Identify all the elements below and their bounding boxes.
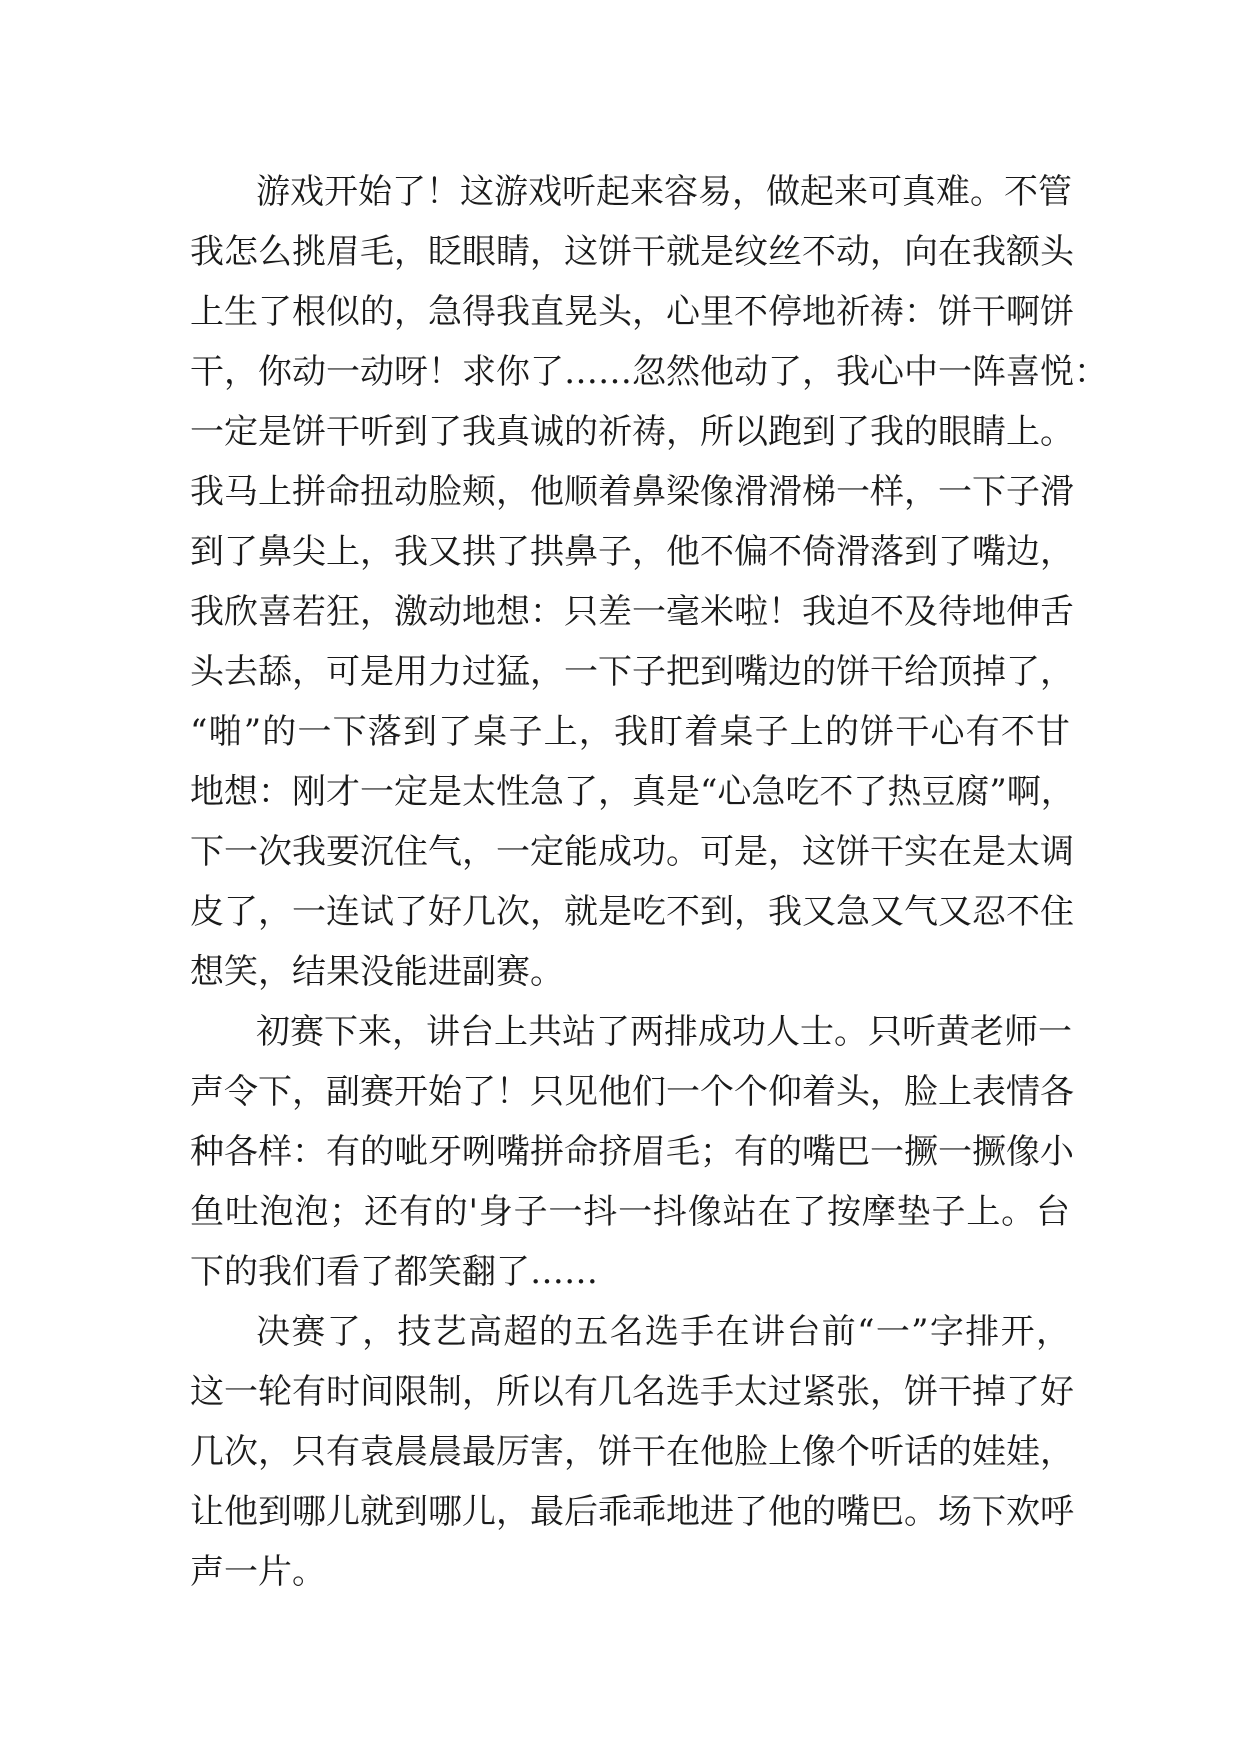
text-line: 我欣喜若狂，激动地想：只差一毫米啦！我迫不及待地伸舌 (190, 592, 1074, 632)
text-line: 这一轮有时间限制，所以有几名选手太过紧张，饼干掉了好 (190, 1372, 1074, 1412)
text-line: 地想：刚才一定是太性急了，真是“心急吃不了热豆腐”啊， (190, 772, 1075, 812)
text-line: 让他到哪儿就到哪儿，最后乖乖地进了他的嘴巴。场下欢呼 (190, 1492, 1074, 1532)
text-line: 我怎么挑眉毛，眨眼睛，这饼干就是纹丝不动，向在我额头 (190, 232, 1074, 272)
text-line: 声令下，副赛开始了！只见他们一个个仰着头，脸上表情各 (190, 1072, 1074, 1112)
text-line: 头去舔，可是用力过猛，一下子把到嘴边的饼干给顶掉了， (190, 652, 1074, 692)
text-line: 干，你动一动呀！求你了……忽然他动了，我心中一阵喜悦： (190, 352, 1108, 392)
text-line: 声一片。 (190, 1552, 326, 1592)
document-body (190, 162, 1108, 1602)
paragraph-game-start (190, 162, 1108, 1002)
text-line: 皮了，一连试了好几次，就是吃不到，我又急又气又忍不住 (190, 892, 1074, 932)
text-line: 初赛下来，讲台上共站了两排成功人士。只听黄老师一 (256, 1012, 1072, 1052)
text-line: “啪”的一下落到了桌子上，我盯着桌子上的饼干心有不甘 (190, 712, 1070, 752)
text-line: 想笑，结果没能进副赛。 (190, 952, 564, 992)
text-line: 我马上拼命扭动脸颊，他顺着鼻梁像滑滑梯一样，一下子滑 (190, 472, 1074, 512)
text-line: 一定是饼干听到了我真诚的祈祷，所以跑到了我的眼睛上。 (190, 412, 1074, 452)
text-line: 游戏开始了！这游戏听起来容易，做起来可真难。不管 (256, 172, 1072, 212)
paragraph-final (190, 1302, 1074, 1602)
text-line: 上生了根似的，急得我直晃头，心里不停地祈祷：饼干啊饼 (190, 292, 1074, 332)
text-line: 种各样：有的呲牙咧嘴拼命挤眉毛；有的嘴巴一撅一撅像小 (190, 1132, 1074, 1172)
text-line: 决赛了，技艺高超的五名选手在讲台前“一”字排开， (256, 1312, 1070, 1352)
text-line: 到了鼻尖上，我又拱了拱鼻子，他不偏不倚滑落到了嘴边， (190, 532, 1074, 572)
text-line: 几次，只有袁晨晨最厉害，饼干在他脸上像个听话的娃娃， (190, 1432, 1074, 1472)
text-line: 下的我们看了都笑翻了…… (190, 1252, 598, 1292)
text-line: 下一次我要沉住气，一定能成功。可是，这饼干实在是太调 (190, 832, 1074, 872)
paragraph-semifinal (190, 1002, 1074, 1302)
text-line: 鱼吐泡泡；还有的'身子一抖一抖像站在了按摩垫子上。台 (190, 1192, 1070, 1232)
